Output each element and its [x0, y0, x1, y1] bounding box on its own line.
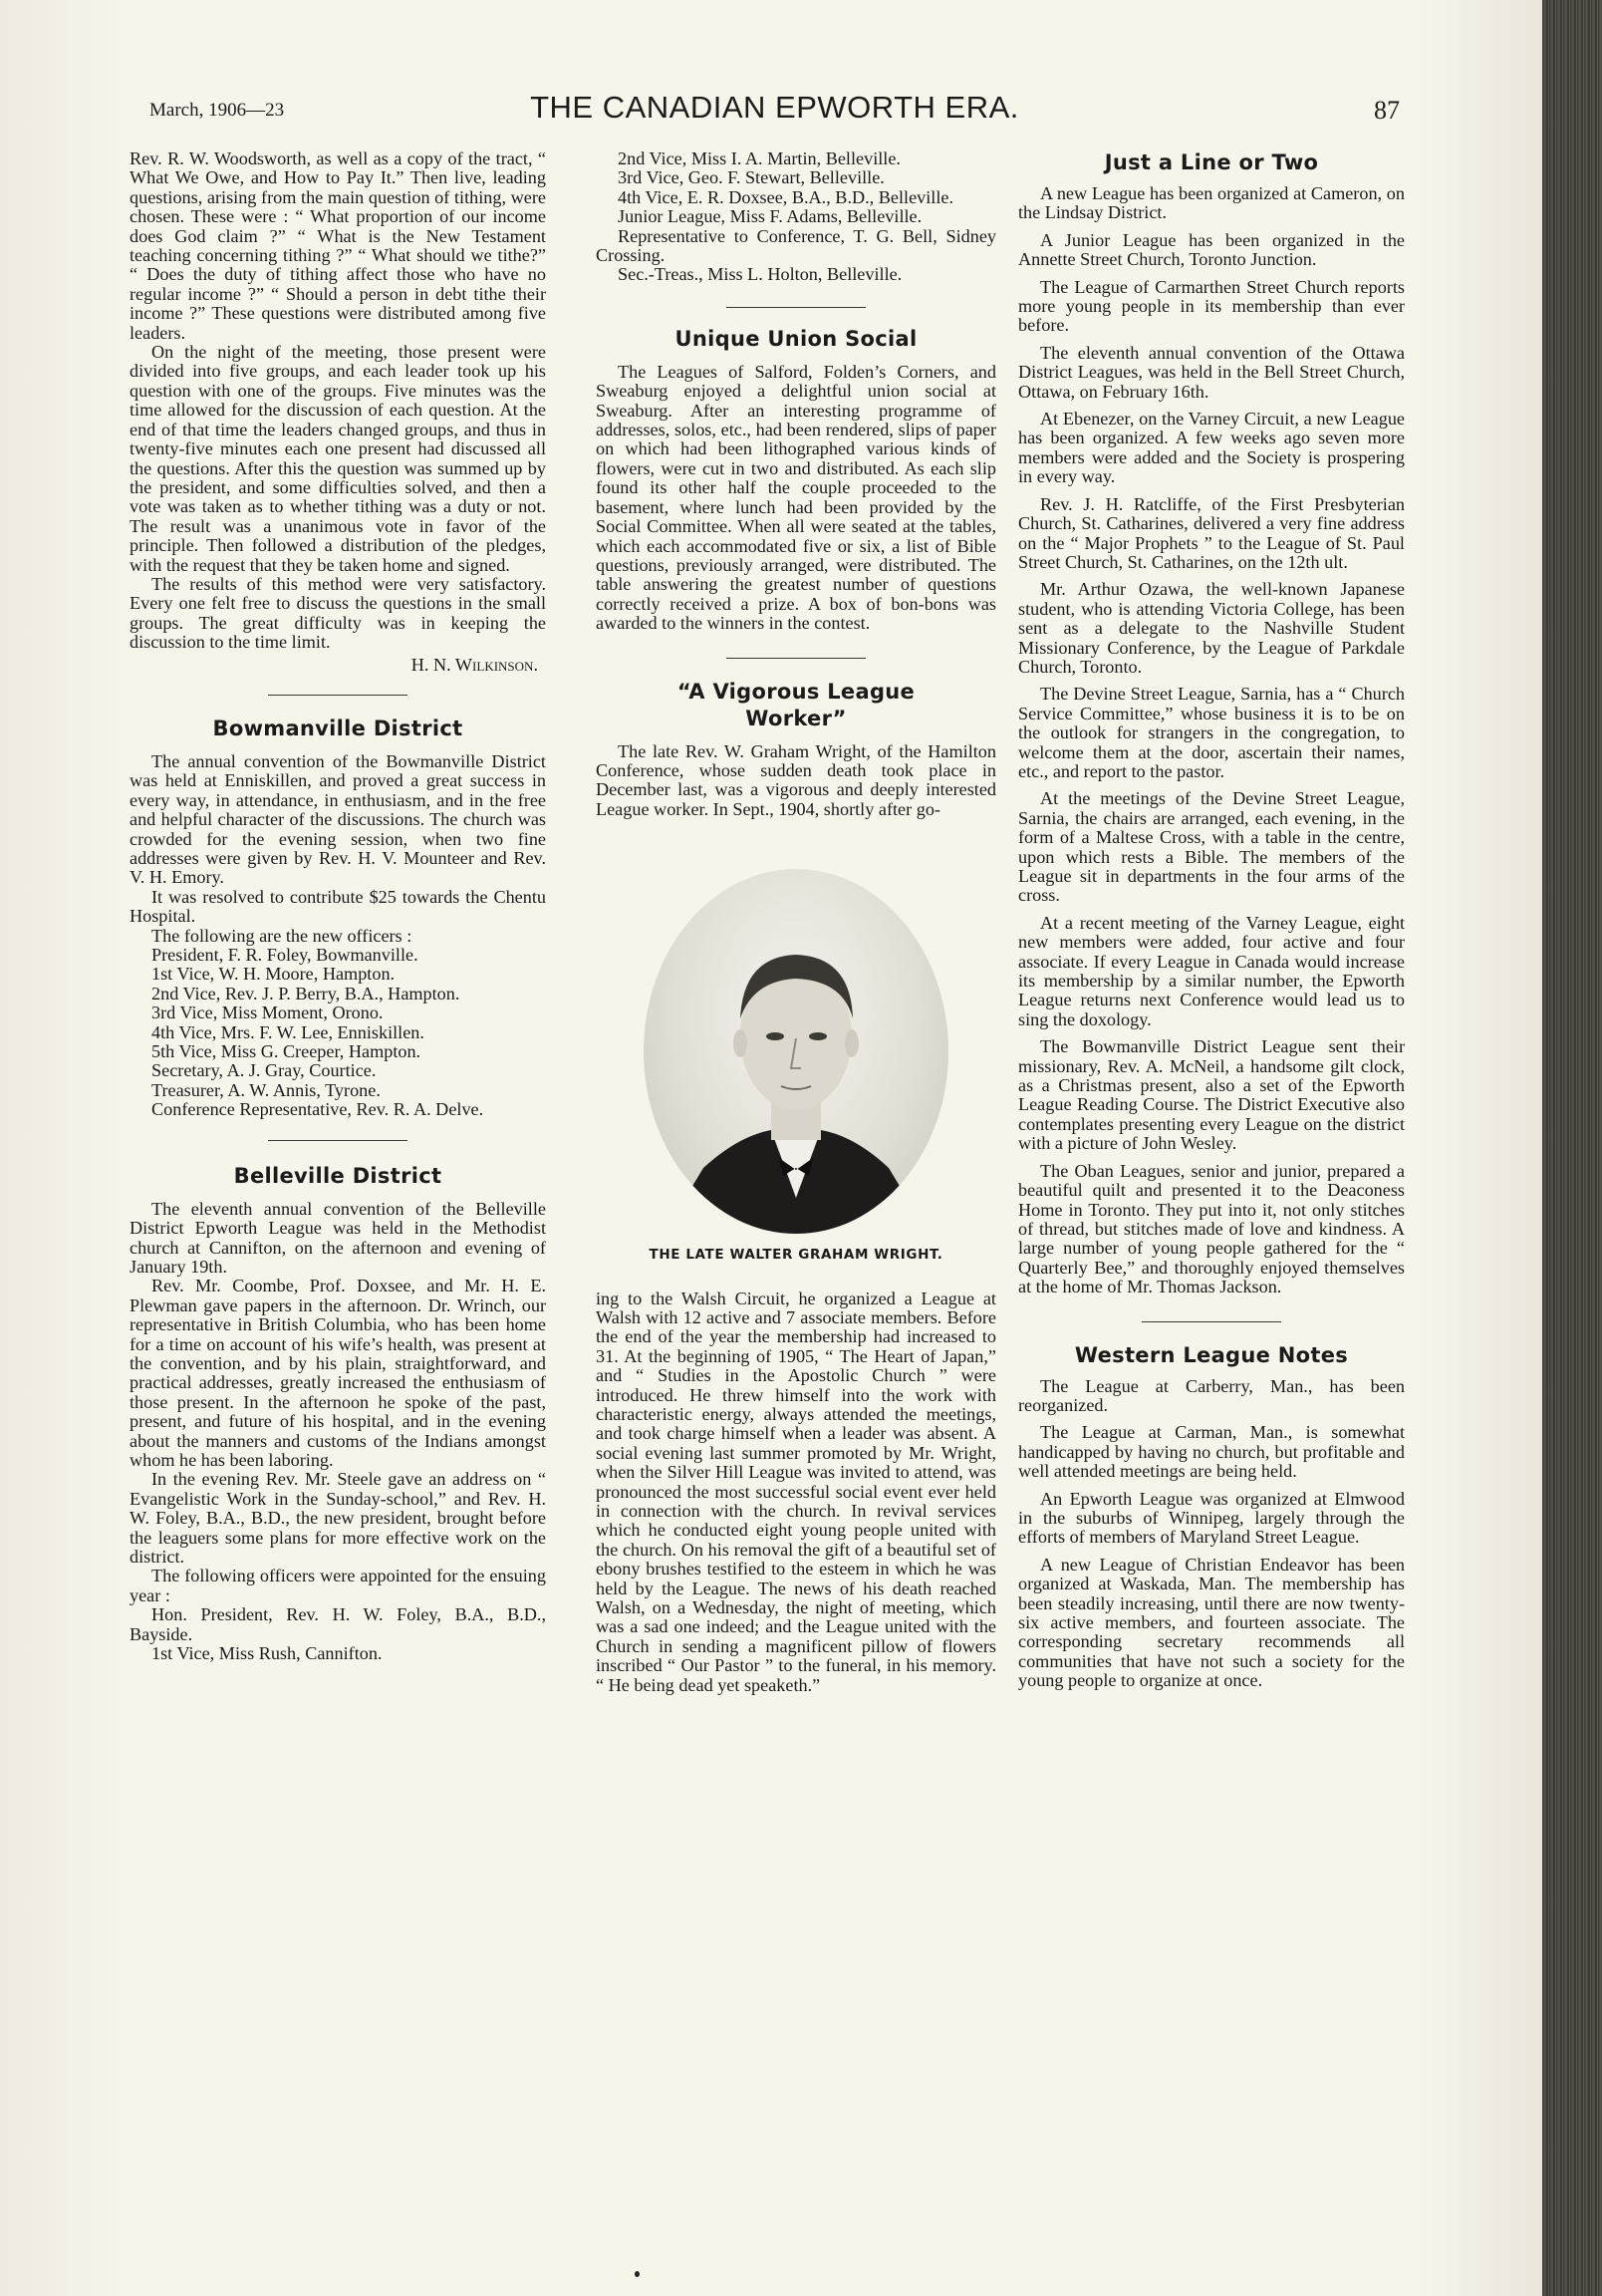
paragraph: The Bowmanville District League sent their missionary, Rev. A. McNeil, a handsome gilt clock, as a Christmas present, also a set of the Epworth League Reading Course. The District Executive also contemplates presenting every League on the district with a picture of John Wesley. [1018, 1036, 1405, 1154]
officer-line: 5th Vice, Miss G. Creeper, Hampton. [151, 1041, 421, 1062]
column-middle [596, 149, 996, 1695]
portrait-photo [644, 869, 948, 1234]
section-heading: Just a Line or Two [1104, 150, 1319, 174]
officer-line: 1st Vice, Miss Rush, Cannifton. [151, 1643, 383, 1664]
running-header [149, 90, 1400, 130]
section-heading: Belleville District [233, 1163, 442, 1188]
column-left [130, 149, 546, 1663]
officer-line: Sec.-Treas., Miss L. Holton, Belleville. [618, 264, 903, 285]
heading-line: Worker” [745, 706, 847, 730]
book-page-edges [1542, 0, 1602, 2296]
officer-line: Secretary, A. J. Gray, Courtice. [151, 1060, 377, 1081]
heading-line: “A Vigorous League [676, 679, 916, 704]
officer-line: Treasurer, A. W. Annis, Tyrone. [151, 1079, 381, 1100]
officer-line: 3rd Vice, Geo. F. Stewart, Belleville. [618, 167, 885, 188]
publication-title: THE CANADIAN EPWORTH ERA. [530, 90, 1019, 125]
paragraph: It was resolved to contribute $25 towards the Chentu Hospital. [130, 886, 546, 927]
paragraph: The following are the new officers : [151, 925, 412, 946]
paragraph-continued: ing to the Walsh Circuit, he organized a League at Walsh with 12 active and 7 associate members. Before the end of the year the membership had increased to 31. At the beginning of 1905, “ The Heart of Japan,” and “ Studies in the Apostolic Church ” were introduced. He threw himself into the work with characteristic energy, always attended the meetings, and took charge himself when a leader was absent. A social evening last summer promoted by Mr. Wright, when the Silver Hill League was invited to attend, was pronounced the most successful social event ever held in connection with the church. In revival services which he conducted eight young people united with the church. On his removal the gift of a beautiful set of ebony brushes testified to the esteem in which he was held by the League. The news of his death reached Walsh, on a Wednesday, the night of meeting, which was a sad one indeed; and the League united with the Church in sending a magnificent pillow of flowers inscribed “ Our Pastor ” to the funeral, in his memory. “ He being dead yet speaketh.” [596, 1288, 996, 1695]
officer-line: 1st Vice, W. H. Moore, Hampton. [151, 964, 396, 985]
author-signature: H. N. Wilkinson. [410, 654, 538, 675]
officer-line: Junior League, Miss F. Adams, Belleville. [618, 206, 923, 227]
officer-line: Representative to Conference, T. G. Bell, Sidney Crossing. [596, 225, 996, 266]
section-divider [726, 658, 866, 659]
paragraph: A new League of Christian Endeavor has been organized at Waskada, Man. The membership has been steadily increasing, until there are now twenty-six active members, and fourteen associate. The corresponding secretary recommends all communities that have not such a society for the young people to organize at once. [1018, 1554, 1405, 1691]
paragraph: The League of Carmarthen Street Church reports more young people in its membership than ever before. [1018, 276, 1405, 336]
paragraph: The eleventh annual convention of the Belleville District Epworth League was held in the Methodist church at Cannifton, on the afternoon and evening of January 19th. [130, 1198, 546, 1277]
paragraph: The Leagues of Salford, Folden’s Corners, and Sweaburg enjoyed a delightful union social at Sweaburg. After an interesting programme of addresses, solos, etc., had been rendered, slips of paper on which had been lithographed various kinds of flowers, were cut in two and distributed. As each slip found its other half the couple proceeded to the basement, where lunch had been provided by the Social Committee. When all were seated at the tables, which each accommodated five or six, a list of Bible questions, previously arranged, were distributed. The table answering the greatest number of questions correctly received a prize. A box of bon-bons was awarded to the winners in the contest. [596, 361, 996, 634]
paragraph: Mr. Arthur Ozawa, the well-known Japanese student, who is attending Victoria College, has been sent as a delegate to the Nashville Student Missionary Conference, by the League of Parkdale Church, Toronto. [1018, 579, 1405, 677]
section-heading: Bowmanville District [212, 716, 463, 740]
paragraph: Rev. Mr. Coombe, Prof. Doxsee, and Mr. H. E. Plewman gave papers in the afternoon. Dr. Wrinch, our representative in British Columbia, who has been home for a time on account of his wife’s health, was present at the convention, and by his plain, straightforward, and practical addresses, greatly increased the enthusiasm of those present. In the afternoon he spoke of the past, present, and future of his hospital, and in the evening about the manners and customs of the Indians amongst whom he has been laboring. [130, 1276, 546, 1470]
section-divider [268, 1140, 407, 1141]
officer-line: President, F. R. Foley, Bowmanville. [151, 945, 418, 966]
paragraph: The results of this method were very satisfactory. Every one felt free to discuss the questions in the small groups. The great difficulty was in keeping the discussion to the time limit. [130, 573, 546, 653]
paragraph: An Epworth League was organized at Elmwood in the suburbs of Winnipeg, largely through the efforts of members of Maryland Street League. [1018, 1488, 1405, 1548]
section-heading: Western League Notes [1074, 1342, 1349, 1367]
portrait-illustration [644, 869, 948, 1234]
paragraph: A Junior League has been organized in the Annette Street Church, Toronto Junction. [1018, 229, 1405, 270]
paragraph: In the evening Rev. Mr. Steele gave an address on “ Evangelistic Work in the Sunday-school,” and Rev. H. W. Foley, B.A., B.D., the new president, brought before the leaguers some plans for more effective work on the district. [130, 1469, 546, 1567]
officer-line: Conference Representative, Rev. R. A. Delve. [151, 1099, 484, 1120]
page-number: 87 [1374, 96, 1400, 125]
paragraph: The annual convention of the Bowmanville District was held at Enniskillen, and proved a great success in every way, in attendance, in enthusiasm, and in the free and helpful character of the discussions. The church was crowded for the evening session, when two fine addresses were given by Rev. H. V. Mounteer and Rev. V. H. Emory. [130, 750, 546, 888]
paragraph: The League at Carman, Man., is somewhat handicapped by having no church, but profitable and well attended meetings are being held. [1018, 1422, 1405, 1482]
paragraph: The League at Carberry, Man., has been reorganized. [1018, 1375, 1405, 1415]
paragraph: At a recent meeting of the Varney League, eight new members were added, four active and four associate. If every League in Canada would increase its membership by a similar number, the Epworth League returns next Conference would lead us to sing the doxology. [1018, 912, 1405, 1029]
paragraph: The following officers were appointed for the ensuing year : [130, 1566, 546, 1605]
section-divider [1142, 1321, 1281, 1322]
officer-line: 4th Vice, Mrs. F. W. Lee, Enniskillen. [151, 1021, 424, 1042]
section-divider [268, 695, 407, 696]
paragraph: The Devine Street League, Sarnia, has a “ Church Service Committee,” whose business it is to be on the outlook for strangers in the congregation, to welcome them at the door, ascertain their names, etc., and report to the pastor. [1018, 684, 1405, 781]
column-right [1018, 149, 1405, 1691]
section-heading [596, 679, 996, 732]
section-divider [726, 307, 866, 308]
issue-date: March, 1906—23 [149, 100, 285, 121]
officer-line: 2nd Vice, Rev. J. P. Berry, B.A., Hampton. [151, 983, 460, 1004]
paragraph: Rev. J. H. Ratcliffe, of the First Presbyterian Church, St. Catharines, delivered a very fine address on the “ Major Prophets ” to the League of St. Paul Street Church, St. Catharines, on the 12th ult. [1018, 493, 1405, 572]
officer-line: 3rd Vice, Miss Moment, Orono. [151, 1003, 384, 1023]
paragraph: On the night of the meeting, those present were divided into five groups, and each leader took up his question with one of the groups. Five minutes was the time allowed for the discussion of each question. At the end of that time the leaders changed groups, and thus in twenty-five minutes each one present had discussed all the questions. After this the question was summed up by the president, and some difficulties solved, and then a vote was taken as to whether tithing was a duty or not. The result was a unanimous vote in favor of the principle. Then followed a distribution of the pledges, with the request that they be taken home and signed. [130, 342, 546, 575]
paragraph: Rev. R. W. Woodsworth, as well as a copy of the tract, “ What We Owe, and How to Pay It.” Then live, leading questions, arising from the main question of tithing, were chosen. These were : “ What proportion of our income does God claim ?” “ What is the New Testament teaching concerning tithing ?” “ What should we tithe?” “ Does the duty of tithing affect those who have no regular income ?” “ Should a person in debt tithe their income ?” These questions were distributed among five leaders. [130, 148, 546, 343]
paragraph: The Oban Leagues, senior and junior, prepared a beautiful quilt and presented it to the Deaconess Home in Toronto. They put into it, not only stitches of thread, but stitches made of love and kindness. A large number of young people gathered for the “ Quarterly Bee,” and thoroughly enjoyed themselves at the home of Mr. Thomas Jackson. [1018, 1160, 1405, 1297]
paragraph: At the meetings of the Devine Street League, Sarnia, the chairs are arranged, each evening, in the form of a Maltese Cross, with a table in the centre, upon which rests a Bible. The members of the League sit in departments in the four arms of the cross. [1018, 788, 1405, 906]
officer-line: 4th Vice, E. R. Doxsee, B.A., B.D., Belleville. [618, 186, 954, 207]
paragraph: A new League has been organized at Cameron, on the Lindsay District. [1018, 183, 1405, 223]
portrait-figure [596, 869, 996, 1265]
paragraph: At Ebenezer, on the Varney Circuit, a new League has been organized. A few weeks ago seven more members were added and the Society is prospering in every way. [1018, 409, 1405, 487]
officer-line: Hon. President, Rev. H. W. Foley, B.A., B.D., Bayside. [130, 1604, 546, 1644]
paragraph: The eleventh annual convention of the Ottawa District Leagues, was held in the Bell Street Church, Ottawa, on February 16th. [1018, 342, 1405, 402]
section-heading: Unique Union Social [674, 326, 918, 351]
print-speck [635, 2271, 640, 2277]
officer-line: 2nd Vice, Miss I. A. Martin, Belleville. [618, 148, 901, 168]
portrait-caption: THE LATE WALTER GRAHAM WRIGHT. [649, 1247, 943, 1264]
paragraph: The late Rev. W. Graham Wright, of the Hamilton Conference, whose sudden death took place in December last, was a vigorous and deeply interested League worker. In Sept., 1904, shortly after go- [596, 741, 996, 819]
